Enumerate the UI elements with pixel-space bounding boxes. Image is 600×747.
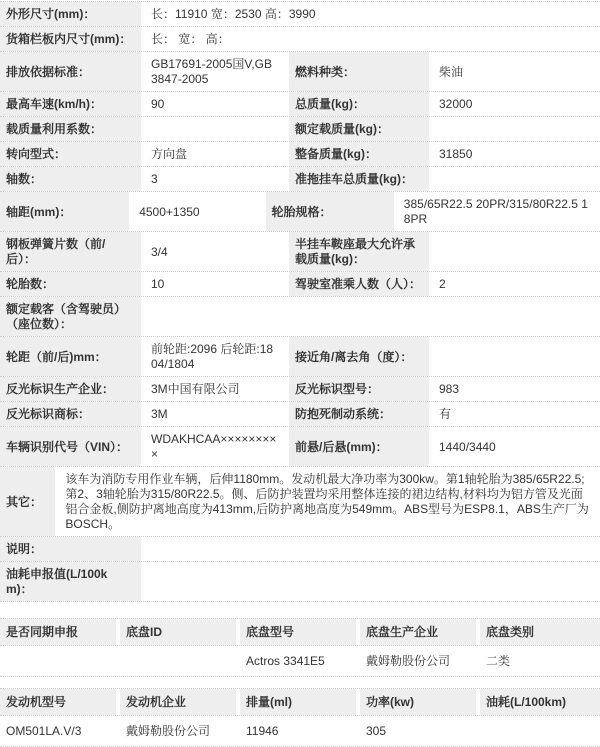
spec-label: 轮距（前/后)mm： (0, 337, 141, 376)
spec-value: 3M中国有限公司 (145, 377, 285, 401)
spec-row (0, 232, 600, 272)
spec-row (0, 192, 600, 232)
spec-value: 柴油 (433, 60, 600, 84)
spec-value: GB17691-2005国V,GB3847-2005 (145, 52, 285, 91)
spec-label: 钢板弹簧片数（前/后）： (0, 232, 141, 271)
chassis-header-cell: 底盘类别 (480, 619, 600, 645)
spec-row (0, 297, 600, 337)
spec-row (0, 272, 600, 297)
spec-label: 其它： (0, 467, 55, 536)
spec-label: 转向型式： (0, 142, 141, 166)
engine-header-row (0, 689, 600, 716)
engine-header-cell: 功率(kw) (360, 689, 476, 715)
spec-value (145, 312, 600, 321)
table-spacer (0, 602, 600, 618)
spec-label: 轴数： (0, 167, 141, 191)
spec-label: 说明： (0, 537, 141, 561)
table-spacer (0, 677, 600, 688)
spec-row (0, 562, 600, 602)
spec-value: 2 (433, 272, 600, 296)
spec-row (0, 467, 600, 537)
spec-row (0, 377, 600, 402)
spec-value: 前轮距:2096 后轮距:1804/1804 (145, 337, 285, 376)
engine-data-row (0, 716, 600, 747)
chassis-data-cell: 二类 (480, 646, 600, 676)
chassis-data-row (0, 646, 600, 677)
chassis-header-cell: 底盘型号 (240, 619, 356, 645)
spec-label: 前悬/后悬(mm)： (289, 427, 429, 466)
engine-table (0, 688, 600, 747)
chassis-data-cell (120, 654, 236, 669)
spec-value: 90 (145, 92, 285, 116)
spec-value: 10 (145, 272, 285, 296)
chassis-data-cell: Actros 3341E5 (240, 646, 356, 676)
engine-data-cell (480, 724, 600, 739)
chassis-data-cell: 戴姆勒股份公司 (360, 646, 476, 676)
spec-label: 载质量利用系数： (0, 117, 141, 141)
engine-header-cell: 排量(ml) (240, 689, 356, 715)
spec-value: WDAKHCAA××××××××× (145, 427, 285, 466)
spec-label: 油耗申报值(L/100km)： (0, 562, 141, 601)
spec-label: 车辆识别代号（VIN）： (0, 427, 141, 466)
spec-value: 32000 (433, 92, 600, 116)
spec-value: 方向盘 (145, 142, 285, 166)
spec-value: 3/4 (145, 240, 285, 264)
spec-value: 31850 (433, 142, 600, 166)
spec-row (0, 27, 600, 52)
spec-value (433, 352, 600, 361)
spec-value (145, 545, 600, 554)
spec-label: 轮胎规格： (266, 192, 394, 231)
spec-row (0, 52, 600, 92)
engine-data-cell: OM501LA.V/3 (0, 716, 116, 746)
spec-value: 3M (145, 402, 285, 426)
spec-label: 防抱死制动系统： (289, 402, 429, 426)
spec-label: 燃料种类： (289, 52, 429, 91)
engine-data-cell: 11946 (240, 716, 356, 746)
spec-row (0, 167, 600, 192)
spec-value (145, 125, 285, 134)
spec-label: 驾驶室准乘人数（人）： (289, 272, 429, 296)
engine-header-cell: 发动机企业 (120, 689, 236, 715)
spec-label: 货箱栏板内尺寸(mm)： (0, 27, 141, 51)
spec-label: 反光标识生产企业： (0, 377, 141, 401)
spec-row (0, 92, 600, 117)
spec-label: 准拖挂车总质量(kg)： (289, 167, 429, 191)
spec-value: 该车为消防专用作业车辆，后伸1180mm。发动机最大净功率为300kw。第1轴轮胎为385/65R22.5;第2、3轴轮胎为315/80R22.5。侧、后防护装置均采用整体连接的裙边结构,材料均为铝方管及光面铝合金板,侧防护离地高度为413mm,后防护离地高度为549mm。ABS型号为ESP8.1，ABS生产厂为BOSCH。 (59, 467, 600, 536)
spec-label: 额定载客（含驾驶员）（座位数）： (0, 297, 141, 336)
spec-label: 半挂车鞍座最大允许承载质量(kg)： (289, 232, 429, 271)
spec-value: 有 (433, 402, 600, 426)
spec-value (433, 247, 600, 256)
spec-label: 接近角/离去角（度）： (289, 337, 429, 376)
spec-value: 983 (433, 377, 600, 401)
spec-value: 长：11910 宽：2530 高：3990 (145, 2, 600, 26)
spec-value (433, 175, 600, 184)
spec-label: 最高车速(km/h)： (0, 92, 141, 116)
chassis-header-cell: 是否同期申报 (0, 619, 116, 645)
vehicle-spec-table (0, 1, 600, 602)
spec-label: 总质量(kg)： (289, 92, 429, 116)
spec-value (145, 577, 600, 586)
spec-value: 3 (145, 167, 285, 191)
spec-label: 反光标识商标： (0, 402, 141, 426)
chassis-header-cell: 底盘生产企业 (360, 619, 476, 645)
spec-row (0, 337, 600, 377)
spec-value (433, 125, 600, 134)
spec-value: 长： 宽： 高： (145, 27, 600, 51)
spec-label: 轴距(mm)： (0, 192, 129, 231)
spec-value: 1440/3440 (433, 435, 600, 459)
engine-data-cell: 戴姆勒股份公司 (120, 716, 236, 746)
spec-value: 385/65R22.5 20PR/315/80R22.5 18PR (398, 192, 600, 231)
spec-row (0, 402, 600, 427)
spec-label: 排放依据标准： (0, 52, 141, 91)
spec-label: 整备质量(kg)： (289, 142, 429, 166)
engine-data-cell: 305 (360, 716, 476, 746)
chassis-data-cell (0, 654, 116, 669)
engine-header-cell: 油耗(L/100km) (480, 689, 600, 715)
spec-row (0, 2, 600, 27)
spec-label: 外形尺寸(mm)： (0, 2, 141, 26)
spec-row (0, 537, 600, 562)
spec-label: 额定载质量(kg)： (289, 117, 429, 141)
spec-row (0, 427, 600, 467)
spec-label: 轮胎数： (0, 272, 141, 296)
chassis-header-cell: 底盘ID (120, 619, 236, 645)
spec-value: 4500+1350 (133, 200, 261, 224)
spec-row (0, 142, 600, 167)
engine-header-cell: 发动机型号 (0, 689, 116, 715)
chassis-table (0, 618, 600, 677)
spec-label: 反光标识型号： (289, 377, 429, 401)
spec-row (0, 117, 600, 142)
chassis-header-row (0, 619, 600, 646)
